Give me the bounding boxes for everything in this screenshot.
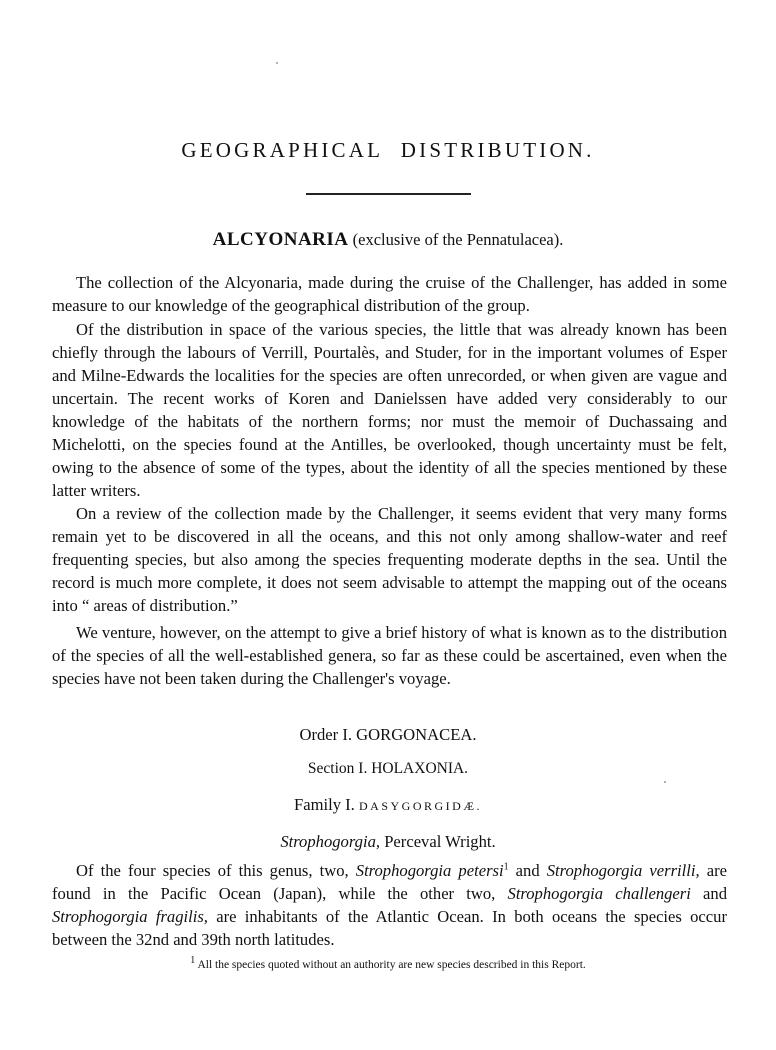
family-name: DASYGORGIDÆ. bbox=[358, 799, 482, 813]
species-name: Strophogorgia petersi bbox=[355, 861, 504, 880]
group-name: ALCYONARIA bbox=[212, 229, 349, 250]
speck-mark bbox=[664, 781, 666, 783]
footnote-reference: 1 bbox=[503, 861, 509, 873]
genus-author: Perceval Wright. bbox=[384, 832, 496, 851]
page-title: GEOGRAPHICAL DISTRIBUTION. bbox=[181, 138, 595, 162]
paragraph-history: Of the distribution in space of the various species, the little that was already known has been chiefly through the labours of Verrill, Pourtalès, and Studer, for in the important volumes of Esper and Milne-Edwards the localities for the species are often unrecorded, or when given are vague and uncertain. The recent works of Koren and Danielssen have added very considerably to our knowledge of the habitats of the northern forms; nor must the memoir of Duchassaing and Michelotti, on the species found at the Antilles, be overlooked, though uncertainty must be felt, owing to the absence of some of the types, about the identity of all the species mentioned by these latter writers. bbox=[52, 320, 727, 500]
text-run: and bbox=[690, 884, 728, 903]
paragraph-strophogorgia bbox=[52, 859, 727, 951]
footnote-text: All the species quoted without an authority are new species described in this Report. bbox=[197, 959, 586, 971]
species-name: Strophogorgia fragilis, bbox=[52, 907, 208, 926]
footnote-mark: 1 bbox=[190, 955, 196, 967]
text-run: are found in the Pacific Ocean (Japan), while the other two, bbox=[52, 861, 727, 903]
family-heading bbox=[0, 795, 776, 815]
species-name: Strophogorgia challengeri bbox=[507, 884, 691, 903]
paragraph-venture: We venture, however, on the attempt to give a brief history of what is known as to the distribution of the species of all the well-established genera, so far as these could be ascertained, even when the species have not been taken during the Challenger's voyage. bbox=[52, 623, 727, 688]
section-subheading: Section I. HOLAXONIA. bbox=[307, 760, 469, 777]
genus-heading bbox=[0, 832, 776, 852]
title-divider bbox=[306, 193, 471, 195]
footnote bbox=[0, 955, 776, 971]
section-heading bbox=[0, 229, 776, 251]
text-run: and bbox=[508, 861, 547, 880]
text-run: are inhabitants of the Atlantic Ocean. In both oceans the species occur between the 32nd and 39th north latitudes. bbox=[52, 907, 727, 949]
genus-name: Strophogorgia, bbox=[280, 832, 381, 851]
paragraph-intro: The collection of the Alcyonaria, made during the cruise of the Challenger, has added in some measure to our knowledge of the geographical distribution of the group. bbox=[52, 273, 727, 315]
species-name: Strophogorgia verrilli, bbox=[546, 861, 700, 880]
group-note: (exclusive of the Pennatulacea). bbox=[352, 230, 564, 249]
order-heading: Order I. GORGONACEA. bbox=[299, 725, 477, 744]
speck-mark bbox=[276, 62, 278, 64]
text-run: Of the four species of this genus, two, bbox=[76, 861, 356, 880]
family-prefix: Family I. bbox=[293, 795, 355, 814]
paragraph-review: On a review of the collection made by the Challenger, it seems evident that very many forms remain yet to be discovered in all the oceans, and this not only among shallow-water and reef frequenting species, but also among the species frequenting moderate depths in the sea. Until the record is much more complete, it does not seem advisable to attempt the mapping out of the oceans into “ areas of distribution.” bbox=[52, 504, 727, 615]
